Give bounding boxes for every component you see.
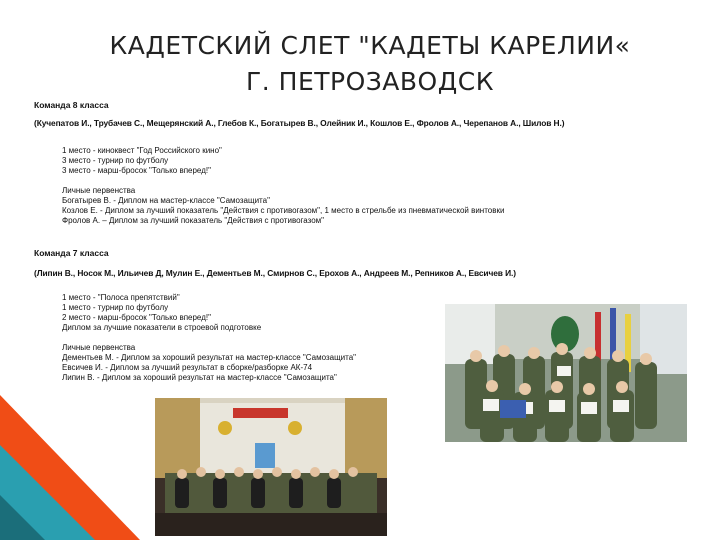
personal-line: Козлов Е. - Диплом за лучший показатель "Действия с противогазом", 1 место в стрельбе из пневматической винтовки [62, 206, 505, 215]
result-line: 3 место - марш-бросок "Только вперед!" [62, 166, 211, 175]
personal-line: Богатырев В. - Диплом на мастер-классе "Самозащита" [62, 196, 270, 205]
team-8-personal [62, 186, 504, 226]
team-8-members: (Кучепатов И., Трубачев С., Мещерянский А., Глебов К., Богатырев В., Олейник И., Кошлов Е., Фролов А., Черепанов А., Шилов Н.) [34, 118, 565, 128]
result-line: 1 место - турнир по футболу [62, 303, 169, 312]
slide-title-line-2: Г. ПЕТРОЗАВОДСК [246, 67, 494, 96]
team-7-results [62, 293, 261, 333]
personal-line: Дементьев М. - Диплом за хороший результат на мастер-классе "Самозащита" [62, 353, 356, 362]
personal-heading: Личные первенства [62, 186, 136, 195]
result-line: 1 место - киноквест "Год Российского кино" [62, 146, 222, 155]
slide-title [60, 28, 680, 100]
cadets-diplomas-photo [445, 304, 687, 442]
team-7-personal [62, 343, 356, 383]
personal-heading: Личные первенства [62, 343, 136, 352]
team-7-heading: Команда 7 класса [34, 248, 109, 258]
slide-title-line-1: КАДЕТСКИЙ СЛЕТ "КАДЕТЫ КАРЕЛИИ« [109, 31, 631, 60]
team-8-results [62, 146, 222, 176]
result-line: 3 место - турнир по футболу [62, 156, 169, 165]
personal-line: Фролов А. – Диплом за лучший показатель "Действия с противогазом" [62, 216, 325, 225]
cadets-stage-photo [155, 398, 387, 536]
team-8-heading: Команда 8 класса [34, 100, 109, 110]
personal-line: Липин В. - Диплом за хороший результат на мастер-классе "Самозащита" [62, 373, 337, 382]
team-7-members: (Липин В., Носок М., Ильичев Д, Мулин Е., Дементьев М., Смирнов С., Ерохов А., Андреев М., Репников А., Евсичев И.) [34, 268, 516, 278]
result-line: 1 место - "Полоса препятствий" [62, 293, 180, 302]
result-line: 2 место - марш-бросок "Только вперед!" [62, 313, 211, 322]
result-line: Диплом за лучшие показатели в строевой подготовке [62, 323, 262, 332]
corner-decoration [0, 395, 150, 540]
personal-line: Евсичев И. - Диплом за лучший результат в сборке/разборке АК-74 [62, 363, 313, 372]
